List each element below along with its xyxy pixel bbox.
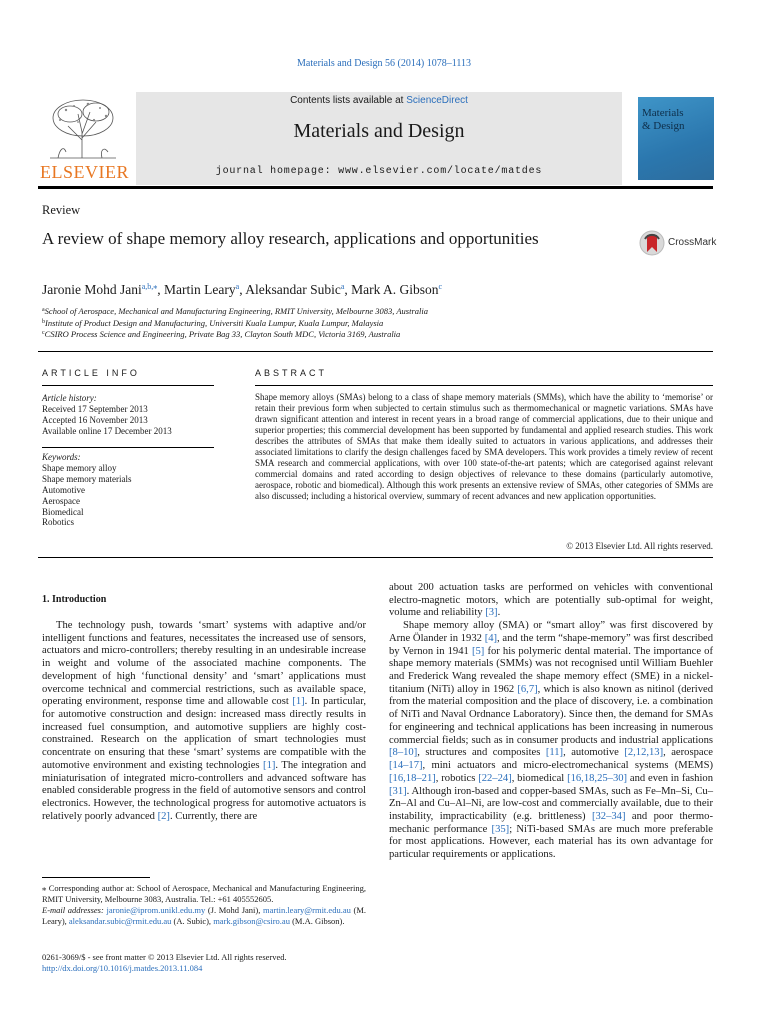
reference-link[interactable]: [1] bbox=[263, 759, 276, 771]
author-separator: , bbox=[344, 282, 352, 297]
body-text: The technology push, towards ‘smart’ systems with adaptive and/or intelligent functions and features, necessitates the increased use of sensors, actuators and micro-controllers; thereby resulting in an undesirable increase in weight and volume of the associated machine components. The development of high ‘functional density’ and ‘smart’ applications must overcome technical and commercial restrictions, such as available space, operating environment, response time and allowable cost bbox=[42, 620, 366, 708]
intro-paragraph bbox=[42, 620, 366, 824]
reference-link[interactable]: [22–24] bbox=[478, 772, 512, 784]
author-affiliation-marker[interactable]: a bbox=[340, 282, 345, 291]
journal-homepage[interactable]: journal homepage: www.elsevier.com/locate/matdes bbox=[215, 166, 543, 177]
author-affiliation-marker[interactable]: c bbox=[438, 282, 443, 291]
body-text: . bbox=[497, 607, 501, 619]
contents-available-line bbox=[136, 95, 622, 106]
journal-title: Materials and Design bbox=[293, 120, 465, 142]
body-text: and poor thermo-mechanic performance bbox=[389, 810, 713, 835]
section-heading-introduction: 1. Introduction bbox=[42, 594, 107, 605]
affiliation-divider bbox=[38, 351, 713, 352]
reference-link[interactable]: [3] bbox=[485, 607, 498, 619]
email-owner: (J. Mohd Jani), bbox=[205, 904, 263, 915]
corresponding-author-text: ⁎ Corresponding author at: School of Aerospace, Mechanical and Manufacturing Engineering, RMIT University, Melbourne 3083, Australia. Tel.: +61 405552605. bbox=[42, 883, 366, 904]
keywords-label: Keywords: bbox=[42, 452, 81, 462]
author-list bbox=[42, 282, 442, 298]
affiliation-key: b bbox=[42, 319, 45, 325]
body-text: , robotics bbox=[435, 772, 479, 784]
history-entry: Accepted 16 November 2013 bbox=[42, 414, 148, 425]
contents-prefix: Contents lists available at bbox=[290, 95, 407, 106]
article-info-heading: ARTICLE INFO bbox=[42, 368, 140, 378]
history-entry: Received 17 September 2013 bbox=[42, 403, 148, 414]
email-owner: (M. Leary), bbox=[42, 904, 367, 926]
body-text: ; NiTi-based SMAs are much more preferable for most applications. However, each material has its own advantage for particular requirements or applications. bbox=[389, 823, 713, 861]
body-text: , which is also known as nitinol (derived from the material composition and the place of discovery, i.e. a combination of NiTi and Naval Ordnance Laboratory). Since then, the demand for SMAs for engineering and technical applications has been increasing in numerous commercial fields; such as in consumer products and industrial applications bbox=[389, 683, 713, 746]
body-text: , structures and composites bbox=[417, 747, 546, 759]
reference-link[interactable]: [31] bbox=[389, 785, 407, 797]
reference-link[interactable]: [32–34] bbox=[591, 810, 626, 822]
publication-info bbox=[42, 952, 287, 974]
email-link[interactable]: mark.gibson@csiro.au bbox=[213, 915, 290, 926]
footnote-divider bbox=[42, 877, 150, 878]
body-text: for his polymeric dental material. The importance of shape memory materials (SMMs) was not recognised until William Buehler and Frederick Wang revealed the shape memory effect (SME) in a nickel-titanium (NiTi) alloy in 1962 bbox=[389, 645, 713, 695]
abstract-bottom-divider bbox=[38, 557, 713, 558]
cover-title-line-2: & Design bbox=[642, 120, 685, 132]
reference-link[interactable]: [35] bbox=[491, 823, 510, 835]
reference-link[interactable]: [5] bbox=[471, 645, 485, 657]
keywords bbox=[42, 452, 131, 528]
crossmark-icon[interactable] bbox=[639, 230, 665, 256]
author-separator: , bbox=[239, 282, 246, 297]
email-addresses bbox=[42, 905, 366, 927]
abstract-divider bbox=[255, 385, 713, 386]
body-text: . In particular, for automotive construction and design: increased mass directly results in increased fuel consumption, and automotive suppliers are highly cost-constrained. Research on the application of smart technologies must concentrate on ensuring that these ‘smart’ systems are compatible with the automotive environment and existing technologies bbox=[42, 696, 366, 771]
keyword: Shape memory alloy bbox=[42, 462, 117, 473]
author-separator: , bbox=[157, 282, 165, 297]
email-owner: (A. Subic), bbox=[171, 915, 214, 926]
keyword: Automotive bbox=[42, 484, 85, 495]
affiliation bbox=[42, 329, 400, 339]
journal-cover-title bbox=[642, 107, 714, 133]
author-name: Aleksandar Subic bbox=[245, 282, 341, 297]
email-link[interactable]: martin.leary@rmit.edu.au bbox=[263, 904, 351, 915]
reference-link[interactable]: [1] bbox=[292, 696, 305, 708]
history-entry: Available online 17 December 2013 bbox=[42, 425, 172, 436]
issn-line: 0261-3069/$ - see front matter © 2013 Elsevier Ltd. All rights reserved. bbox=[42, 952, 287, 962]
keywords-divider bbox=[42, 447, 214, 448]
keyword: Aerospace bbox=[42, 495, 80, 506]
corresponding-author-footnote bbox=[42, 883, 366, 927]
journal-citation[interactable]: Materials and Design 56 (2014) 1078–1113 bbox=[297, 58, 471, 69]
abstract-heading: ABSTRACT bbox=[255, 368, 328, 378]
body-text: . The integration and miniaturisation of integrated micro-controllers and advanced software has enabled considerable progress in the field of automotive sensors and control electronics. However, the technological progress for automotive actuators is relatively poorly advanced bbox=[42, 759, 366, 822]
keyword: Shape memory materials bbox=[42, 473, 132, 484]
doi-link[interactable]: http://dx.doi.org/10.1016/j.matdes.2013.11.084 bbox=[42, 963, 203, 973]
reference-link[interactable]: [16,18,25–30] bbox=[567, 772, 628, 784]
article-info-divider bbox=[42, 385, 214, 386]
body-text: . Although iron-based and copper-based SMAs, such as Fe–Mn–Si, Cu–Zn–Al and Cu–Al–Ni, are low-cost and commercially available, due to their instability, impracticability (e.g. brittleness) bbox=[389, 785, 713, 822]
body-text: and even in fashion bbox=[627, 772, 714, 784]
article-history-label: Article history: bbox=[42, 393, 97, 403]
crossmark-label[interactable]: CrossMark bbox=[668, 237, 717, 248]
email-link[interactable]: jaronie@iprom.unikl.edu.my bbox=[106, 904, 206, 915]
author-affiliation-marker[interactable]: a,b,⁎ bbox=[141, 282, 158, 291]
article-history bbox=[42, 393, 172, 437]
reference-link[interactable]: [8–10] bbox=[389, 747, 418, 759]
affiliation-text: School of Aerospace, Mechanical and Manufacturing Engineering, RMIT University, Melbourne 3083, Australia bbox=[44, 306, 428, 316]
reference-link[interactable]: [11] bbox=[545, 747, 564, 759]
intro-paragraph bbox=[389, 620, 713, 862]
email-label: E-mail addresses: bbox=[42, 904, 104, 915]
body-text: , biomedical bbox=[511, 772, 568, 784]
reference-link[interactable]: [16,18–21] bbox=[389, 772, 436, 784]
article-type: Review bbox=[42, 203, 81, 217]
affiliation-text: CSIRO Process Science and Engineering, Private Bag 33, Clayton South MDC, Victoria 3169, Australia bbox=[44, 329, 401, 339]
author-name: Martin Leary bbox=[164, 282, 236, 297]
author-affiliation-marker[interactable]: a bbox=[235, 282, 240, 291]
author-name: Mark A. Gibson bbox=[351, 282, 439, 297]
reference-link[interactable]: [2,12,13] bbox=[624, 747, 664, 759]
body-text: , and the term “shape-memory” was first described by Vernon in 1941 bbox=[389, 632, 713, 657]
email-owner: (M.A. Gibson). bbox=[289, 915, 345, 926]
keyword: Biomedical bbox=[42, 506, 84, 517]
reference-link[interactable]: [6,7] bbox=[517, 683, 538, 695]
body-text: , mini actuators and micro-electromechanical systems (MEMS) bbox=[422, 760, 713, 772]
affiliation bbox=[42, 306, 428, 316]
email-link[interactable]: aleksandar.subic@rmit.edu.au bbox=[68, 915, 172, 926]
reference-link[interactable]: [14–17] bbox=[389, 760, 423, 772]
body-text: , automotive bbox=[563, 747, 625, 759]
sciencedirect-link[interactable]: ScienceDirect bbox=[406, 95, 468, 106]
keyword: Robotics bbox=[42, 517, 75, 528]
author-name: Jaronie Mohd Jani bbox=[42, 282, 142, 297]
body-text: Shape memory alloy (SMA) or “smart alloy” was first discovered by Arne Ölander in 1932 bbox=[389, 620, 713, 644]
body-column-left bbox=[42, 620, 366, 824]
affiliation-key: a bbox=[42, 307, 45, 313]
reference-link[interactable]: [2] bbox=[157, 810, 170, 822]
body-text: . Currently, there are bbox=[169, 810, 258, 822]
affiliation-key: c bbox=[42, 330, 45, 336]
body-text: , aerospace bbox=[663, 747, 713, 759]
affiliation-text: Institute of Product Design and Manufacturing, Universiti Kuala Lumpur, Kuala Lumpur, Malaysia bbox=[45, 318, 384, 328]
header-divider bbox=[38, 186, 713, 189]
body-column-right bbox=[389, 582, 713, 862]
abstract-copyright: © 2013 Elsevier Ltd. All rights reserved. bbox=[566, 541, 713, 551]
article-title: A review of shape memory alloy research, applications and opportunities bbox=[42, 229, 539, 248]
cover-title-line-1: Materials bbox=[642, 107, 684, 119]
body-text: about 200 actuation tasks are performed on vehicles with conventional electro-magnetic motors, which are potentially sub-optimal for weight, volume and reliability bbox=[389, 582, 713, 619]
abstract-text: Shape memory alloys (SMAs) belong to a class of shape memory materials (SMMs), which have the ability to ‘memorise’ or retain their previous form when subjected to certain stimulus such as thermomechanical or magnetic variations. SMAs have drawn significant attention and interest in recent years in a broad range of commercial applications, due to their unique and superior properties; this commercial development has been supported by fundamental and applied research studies. This work describes the attributes of SMAs that make them ideally suited to actuators in various applications, and addresses their associated limitations to clarify the design challenges faced by SMA developers. This work provides a timely review of recent SMA research and commercial applications, with over 100 state-of-the-art patents; which are categorised against relevant commercial domains and rated according to design objectives of relevance to these domains (particularly automotive, aerospace, robotic and biomedical). Although this work presents an extensive review of SMAs, other categories of SMMs are also discussed; including a historical overview, summary of recent advances and new application opportunities. bbox=[255, 392, 713, 501]
reference-link[interactable]: [4] bbox=[484, 632, 498, 644]
publisher-name: ELSEVIER bbox=[40, 162, 129, 182]
intro-paragraph-continued bbox=[389, 582, 713, 620]
affiliation bbox=[42, 318, 383, 328]
